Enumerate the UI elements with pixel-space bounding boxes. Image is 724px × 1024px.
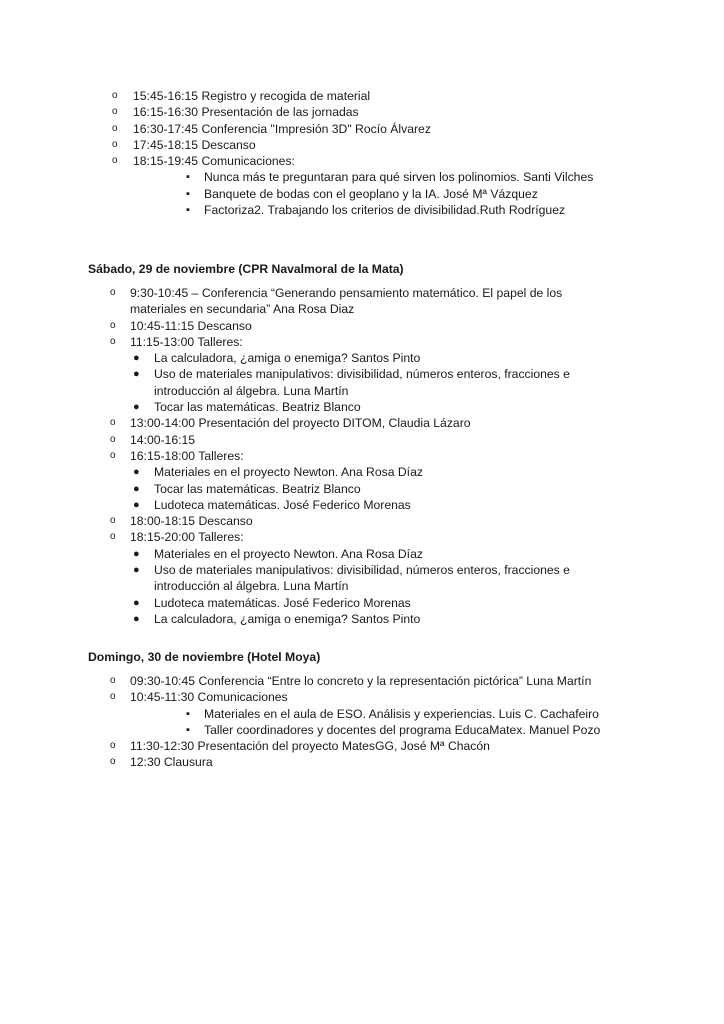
schedule-item-text: materiales en secundaria” Ana Rosa Diaz (130, 302, 355, 317)
sub-list-item (0, 399, 724, 415)
sub-list-item (0, 350, 724, 366)
circle-bullet-icon: o (110, 335, 116, 347)
schedule-item-text: 10:45-11:30 Comunicaciones (130, 690, 288, 705)
taller-text: introducción al álgebra. Luna Martín (154, 383, 349, 398)
schedule-item-text: 18:00-18:15 Descanso (130, 514, 253, 529)
list-item (0, 738, 724, 754)
friday-schedule (0, 88, 724, 218)
schedule-item-text: 14:00-16:15 (130, 432, 196, 447)
taller-text: La calculadora, ¿amiga o enemiga? Santos Pinto (154, 611, 421, 626)
dot-bullet-icon: ● (133, 368, 140, 381)
taller-text: La calculadora, ¿amiga o enemiga? Santos Pinto (154, 351, 421, 366)
dot-bullet-icon: ● (133, 401, 140, 414)
list-item (0, 121, 724, 137)
circle-bullet-icon: o (110, 756, 116, 768)
schedule-item-text: 11:30-12:30 Presentación del proyecto MatesGG, José Mª Chacón (130, 739, 490, 754)
list-item (0, 415, 724, 431)
taller-text: Uso de materiales manipulativos: divisibilidad, números enteros, fracciones e (154, 367, 570, 382)
list-item (0, 529, 724, 545)
list-item (0, 334, 724, 350)
dot-bullet-icon: ● (133, 612, 140, 625)
taller-text: introducción al álgebra. Luna Martín (154, 579, 349, 594)
sub-list-item (0, 562, 724, 578)
taller-text: Uso de materiales manipulativos: divisibilidad, números enteros, fracciones e (154, 563, 570, 578)
circle-bullet-icon: o (112, 138, 118, 150)
dot-bullet-icon: ● (133, 498, 140, 511)
schedule-item-text: 18:15-20:00 Talleres: (130, 530, 244, 545)
circle-bullet-icon: o (110, 531, 116, 543)
circle-bullet-icon: o (112, 155, 118, 167)
schedule-item-text: 15:45-16:15 Registro y recogida de material (133, 89, 371, 103)
schedule-item-text: 13:00-14:00 Presentación del proyecto DITOM, Claudia Lázaro (130, 416, 471, 431)
dot-bullet-icon: ● (133, 482, 140, 495)
sub-list-item (0, 546, 724, 562)
sub-list-item-continuation (0, 383, 724, 399)
taller-text: Materiales en el proyecto Newton. Ana Rosa Díaz (154, 465, 423, 480)
circle-bullet-icon: o (110, 287, 116, 298)
taller-text: Tocar las matemáticas. Beatriz Blanco (154, 400, 361, 415)
list-item (0, 673, 724, 689)
circle-bullet-icon: o (112, 90, 118, 101)
saturday-schedule (0, 285, 724, 627)
saturday-heading: Sábado, 29 de noviembre (CPR Navalmoral de la Mata) (88, 262, 404, 276)
schedule-item-text: 10:45-11:15 Descanso (130, 318, 252, 333)
sub-list-item (0, 497, 724, 513)
comunicacion-text: Banquete de bodas con el geoplano y la IA. José Mª Vázquez (204, 186, 538, 201)
sub-list-item (0, 611, 724, 627)
schedule-item-text: 09:30-10:45 Conferencia “Entre lo concreto y la representación pictórica” Luna Martín (130, 674, 592, 688)
list-item-continuation (0, 301, 724, 317)
circle-bullet-icon: o (110, 675, 116, 686)
taller-text: Tocar las matemáticas. Beatriz Blanco (154, 481, 361, 496)
list-item (0, 88, 724, 104)
circle-bullet-icon: o (110, 319, 116, 331)
circle-bullet-icon: o (110, 449, 116, 461)
square-bullet-icon: ▪ (186, 187, 190, 200)
sub-list-item (0, 481, 724, 497)
dot-bullet-icon: ● (133, 352, 140, 365)
list-item (0, 153, 724, 169)
schedule-item-text: 16:15-16:30 Presentación de las jornadas (133, 105, 359, 120)
sunday-heading: Domingo, 30 de noviembre (Hotel Moya) (88, 650, 321, 664)
schedule-item-text: 16:15-18:00 Talleres: (130, 448, 244, 463)
square-bullet-icon: ▪ (186, 204, 190, 217)
dot-bullet-icon: ● (133, 596, 140, 609)
sub-list-item (0, 366, 724, 382)
square-bullet-icon: ▪ (186, 707, 190, 720)
dot-bullet-icon: ● (133, 466, 140, 479)
circle-bullet-icon: o (112, 106, 118, 118)
list-item (0, 137, 724, 153)
schedule-item-text: 11:15-13:00 Talleres: (130, 334, 243, 349)
circle-bullet-icon: o (110, 515, 116, 527)
circle-bullet-icon: o (112, 122, 118, 134)
taller-text: Ludoteca matemáticas. José Federico Morenas (154, 595, 411, 610)
taller-text: Ludoteca matemáticas. José Federico Morenas (154, 497, 411, 512)
list-item (0, 318, 724, 334)
sub-list-item (0, 464, 724, 480)
list-item (0, 513, 724, 529)
list-item (0, 448, 724, 464)
sub-list-item (0, 186, 724, 202)
list-item (0, 104, 724, 120)
comunicacion-text: Factoriza2. Trabajando los criterios de divisibilidad.Ruth Rodríguez (204, 203, 566, 218)
dot-bullet-icon: ● (133, 564, 140, 577)
sub-list-item-continuation (0, 578, 724, 594)
list-item (0, 689, 724, 705)
comunicacion-text: Taller coordinadores y docentes del programa EducaMatex. Manuel Pozo (204, 722, 601, 737)
square-bullet-icon: ▪ (186, 723, 190, 736)
list-item (0, 285, 724, 301)
taller-text: Materiales en el proyecto Newton. Ana Rosa Díaz (154, 546, 423, 561)
comunicacion-text: Materiales en el aula de ESO. Análisis y experiencias. Luis C. Cachafeiro (204, 706, 599, 721)
square-bullet-icon: ▪ (186, 171, 190, 184)
sub-list-item (0, 202, 724, 218)
schedule-item-text: 16:30-17:45 Conferencia "Impresión 3D" Rocío Álvarez (133, 121, 431, 136)
schedule-item-text: 17:45-18:15 Descanso (133, 137, 256, 152)
circle-bullet-icon: o (110, 417, 116, 429)
dot-bullet-icon: ● (133, 547, 140, 560)
schedule-item-text: 9:30-10:45 – Conferencia “Generando pensamiento matemático. El papel de los (130, 286, 563, 300)
sub-list-item (0, 722, 724, 738)
circle-bullet-icon: o (110, 691, 116, 703)
list-item (0, 754, 724, 770)
list-item (0, 432, 724, 448)
schedule-item-text: 18:15-19:45 Comunicaciones: (133, 154, 295, 169)
schedule-item-text: 12:30 Clausura (130, 755, 213, 770)
sunday-schedule (0, 673, 724, 771)
sub-list-item (0, 169, 724, 185)
circle-bullet-icon: o (110, 433, 116, 445)
comunicacion-text: Nunca más te preguntaran para qué sirven los polinomios. Santi Vilches (204, 170, 594, 185)
sub-list-item (0, 706, 724, 722)
sub-list-item (0, 595, 724, 611)
circle-bullet-icon: o (110, 740, 116, 752)
